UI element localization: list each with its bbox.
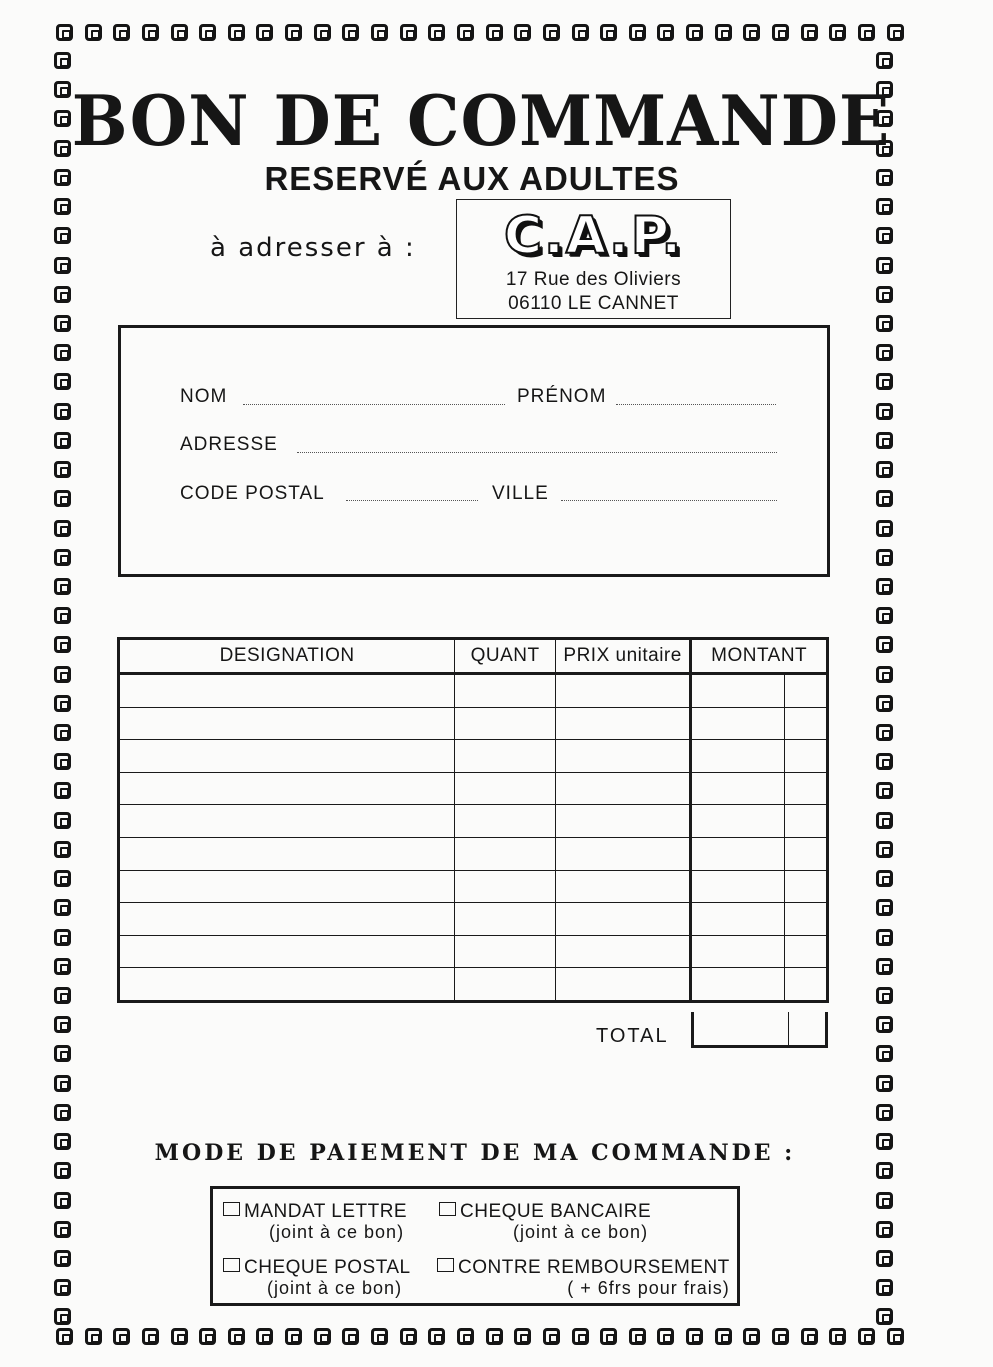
border-square-icon xyxy=(876,1250,893,1267)
unit-price-header: PRIX unitaire xyxy=(555,639,690,674)
designation-cell[interactable] xyxy=(119,837,455,870)
amount-cents-cell[interactable] xyxy=(785,968,828,1002)
border-square-icon xyxy=(371,24,388,41)
border-square-icon xyxy=(54,724,71,741)
border-square-icon xyxy=(876,315,893,332)
cheque-postal-note: (joint à ce bon) xyxy=(267,1278,403,1298)
border-square-icon xyxy=(876,1075,893,1092)
amount-cell[interactable] xyxy=(691,870,785,903)
order-row xyxy=(119,772,828,805)
border-square-icon xyxy=(428,1328,445,1345)
border-square-icon xyxy=(54,1192,71,1209)
form-title: BON DE COMMANDE xyxy=(71,80,891,162)
border-square-icon xyxy=(887,1328,904,1345)
border-square-icon xyxy=(54,636,71,653)
border-square-icon xyxy=(256,1328,273,1345)
border-square-icon xyxy=(743,1328,760,1345)
border-square-icon xyxy=(876,373,893,390)
total-label: TOTAL xyxy=(596,1025,669,1047)
border-square-icon xyxy=(54,227,71,244)
unit-price-cell[interactable] xyxy=(555,870,690,903)
border-square-icon xyxy=(54,198,71,215)
border-square-icon xyxy=(56,1328,73,1345)
unit-price-cell[interactable] xyxy=(555,935,690,968)
border-square-icon xyxy=(829,24,846,41)
border-square-icon xyxy=(876,753,893,770)
prenom-field[interactable] xyxy=(616,404,776,405)
address-prompt: à adresser à : xyxy=(210,233,416,263)
nom-label: NOM xyxy=(180,386,228,407)
border-square-icon xyxy=(285,1328,302,1345)
border-square-icon xyxy=(876,958,893,975)
quantity-cell[interactable] xyxy=(455,870,556,903)
border-square-icon xyxy=(514,24,531,41)
company-address-box xyxy=(456,199,731,319)
border-square-icon xyxy=(876,403,893,420)
border-square-icon xyxy=(54,403,71,420)
border-square-icon xyxy=(54,578,71,595)
border-square-icon xyxy=(54,812,71,829)
border-square-icon xyxy=(876,1104,893,1121)
border-square-icon xyxy=(54,1250,71,1267)
quantity-cell[interactable] xyxy=(455,805,556,838)
border-square-icon xyxy=(171,24,188,41)
quantity-cell[interactable] xyxy=(455,772,556,805)
border-square-icon xyxy=(54,1045,71,1062)
border-square-icon xyxy=(54,1279,71,1296)
contre-remboursement-note: ( + 6frs pour frais) xyxy=(567,1278,730,1298)
designation-cell[interactable] xyxy=(119,772,455,805)
order-row xyxy=(119,837,828,870)
mandat-label: MANDAT LETTRE xyxy=(244,1201,408,1222)
border-square-icon xyxy=(657,1328,674,1345)
border-square-icon xyxy=(543,1328,560,1345)
border-square-icon xyxy=(876,870,893,887)
designation-cell[interactable] xyxy=(119,707,455,740)
border-square-icon xyxy=(342,24,359,41)
code-postal-field[interactable] xyxy=(346,500,478,501)
border-square-icon xyxy=(801,1328,818,1345)
border-square-icon xyxy=(876,1221,893,1238)
company-logo: C.A.P. xyxy=(503,206,684,266)
unit-price-cell[interactable] xyxy=(555,674,690,708)
order-rows xyxy=(119,674,828,1002)
amount-cell[interactable] xyxy=(691,707,785,740)
designation-header: DESIGNATION xyxy=(119,639,455,674)
border-square-icon xyxy=(629,24,646,41)
border-square-icon xyxy=(400,24,417,41)
border-square-icon xyxy=(199,24,216,41)
border-square-icon xyxy=(54,1075,71,1092)
border-square-icon xyxy=(876,52,893,69)
order-row xyxy=(119,805,828,838)
cheque-bancaire-checkbox[interactable] xyxy=(439,1202,456,1216)
border-square-icon xyxy=(572,24,589,41)
border-square-icon xyxy=(54,1308,71,1325)
quantity-cell[interactable] xyxy=(455,740,556,773)
border-square-icon xyxy=(54,257,71,274)
code-postal-label: CODE POSTAL xyxy=(180,483,325,504)
amount-cents-cell[interactable] xyxy=(785,805,828,838)
client-info-box xyxy=(118,325,830,577)
border-square-icon xyxy=(876,841,893,858)
border-square-icon xyxy=(54,286,71,303)
order-row xyxy=(119,870,828,903)
border-square-icon xyxy=(54,373,71,390)
prenom-label: PRÉNOM xyxy=(517,386,607,407)
border-square-icon xyxy=(256,24,273,41)
border-square-icon xyxy=(876,1279,893,1296)
border-square-icon xyxy=(600,24,617,41)
border-square-icon xyxy=(54,929,71,946)
border-square-icon xyxy=(858,24,875,41)
payment-option-contre-remboursement[interactable] xyxy=(437,1257,730,1299)
payment-option-mandat[interactable] xyxy=(223,1201,407,1243)
amount-cell[interactable] xyxy=(691,772,785,805)
border-square-icon xyxy=(54,520,71,537)
border-square-icon xyxy=(772,1328,789,1345)
contre-remboursement-checkbox[interactable] xyxy=(437,1258,454,1272)
border-square-icon xyxy=(400,1328,417,1345)
amount-cell[interactable] xyxy=(691,837,785,870)
border-square-icon xyxy=(876,636,893,653)
border-square-icon xyxy=(54,461,71,478)
border-square-icon xyxy=(829,1328,846,1345)
border-square-icon xyxy=(314,1328,331,1345)
border-square-icon xyxy=(715,1328,732,1345)
border-square-icon xyxy=(600,1328,617,1345)
order-row xyxy=(119,935,828,968)
border-square-icon xyxy=(54,1104,71,1121)
border-square-icon xyxy=(54,1221,71,1238)
border-square-icon xyxy=(876,666,893,683)
border-square-icon xyxy=(876,578,893,595)
amount-cents-cell[interactable] xyxy=(785,707,828,740)
quantity-cell[interactable] xyxy=(455,935,556,968)
quantity-cell[interactable] xyxy=(455,903,556,936)
quantity-cell[interactable] xyxy=(455,674,556,708)
border-square-icon xyxy=(876,490,893,507)
border-square-icon xyxy=(285,24,302,41)
mandat-note: (joint à ce bon) xyxy=(269,1222,405,1242)
border-square-icon xyxy=(876,1016,893,1033)
border-square-icon xyxy=(876,782,893,799)
border-square-icon xyxy=(54,490,71,507)
border-square-icon xyxy=(876,227,893,244)
border-square-icon xyxy=(486,1328,503,1345)
border-square-icon xyxy=(876,1192,893,1209)
border-square-icon xyxy=(876,724,893,741)
border-square-icon xyxy=(572,1328,589,1345)
border-square-icon xyxy=(876,607,893,624)
border-square-icon xyxy=(715,24,732,41)
amount-cents-cell[interactable] xyxy=(785,903,828,936)
company-street: 17 Rue des Oliviers xyxy=(505,269,682,290)
border-square-icon xyxy=(887,24,904,41)
designation-cell[interactable] xyxy=(119,968,455,1002)
border-square-icon xyxy=(54,344,71,361)
border-square-icon xyxy=(199,1328,216,1345)
border-square-icon xyxy=(113,24,130,41)
form-subtitle: RESERVÉ AUX ADULTES xyxy=(264,160,680,197)
payment-option-cheque-bancaire[interactable] xyxy=(439,1201,651,1243)
border-square-icon xyxy=(142,24,159,41)
border-square-icon xyxy=(54,899,71,916)
border-square-icon xyxy=(428,24,445,41)
quantity-cell[interactable] xyxy=(455,837,556,870)
payment-options-box xyxy=(210,1186,740,1306)
border-square-icon xyxy=(54,753,71,770)
quantity-cell[interactable] xyxy=(455,707,556,740)
border-square-icon xyxy=(54,52,71,69)
border-square-icon xyxy=(228,24,245,41)
unit-price-cell[interactable] xyxy=(555,903,690,936)
amount-cents-cell[interactable] xyxy=(785,870,828,903)
border-square-icon xyxy=(876,987,893,1004)
border-square-icon xyxy=(142,1328,159,1345)
border-square-icon xyxy=(342,1328,359,1345)
order-row xyxy=(119,968,828,1002)
amount-header: MONTANT xyxy=(691,639,828,674)
border-square-icon xyxy=(54,870,71,887)
border-square-icon xyxy=(54,315,71,332)
border-square-icon xyxy=(54,607,71,624)
decorative-border-bottom xyxy=(56,1328,904,1354)
border-square-icon xyxy=(876,695,893,712)
border-square-icon xyxy=(54,782,71,799)
border-square-icon xyxy=(657,24,674,41)
amount-cents-cell[interactable] xyxy=(785,935,828,968)
border-square-icon xyxy=(876,344,893,361)
amount-cell[interactable] xyxy=(691,903,785,936)
order-row xyxy=(119,707,828,740)
border-square-icon xyxy=(56,24,73,41)
decorative-border-top xyxy=(56,24,904,50)
unit-price-cell[interactable] xyxy=(555,837,690,870)
amount-cell[interactable] xyxy=(691,740,785,773)
payment-option-cheque-postal[interactable] xyxy=(223,1257,411,1299)
decorative-border-left xyxy=(54,52,80,1326)
designation-cell[interactable] xyxy=(119,805,455,838)
border-square-icon xyxy=(85,24,102,41)
border-square-icon xyxy=(876,257,893,274)
unit-price-cell[interactable] xyxy=(555,805,690,838)
amount-cents-cell[interactable] xyxy=(785,674,828,708)
border-square-icon xyxy=(85,1328,102,1345)
cheque-bancaire-note: (joint à ce bon) xyxy=(513,1222,649,1242)
border-square-icon xyxy=(876,432,893,449)
border-square-icon xyxy=(772,24,789,41)
border-square-icon xyxy=(876,1045,893,1062)
ville-label: VILLE xyxy=(492,483,549,504)
amount-cell[interactable] xyxy=(691,935,785,968)
border-square-icon xyxy=(54,841,71,858)
decorative-border-right xyxy=(876,52,902,1326)
border-square-icon xyxy=(54,1016,71,1033)
border-square-icon xyxy=(743,24,760,41)
order-row xyxy=(119,740,828,773)
border-square-icon xyxy=(228,1328,245,1345)
adresse-label: ADRESSE xyxy=(180,434,278,455)
border-square-icon xyxy=(686,1328,703,1345)
border-square-icon xyxy=(171,1328,188,1345)
mandat-checkbox[interactable] xyxy=(223,1202,240,1216)
border-square-icon xyxy=(54,432,71,449)
border-square-icon xyxy=(54,666,71,683)
cheque-postal-checkbox[interactable] xyxy=(223,1258,240,1272)
order-row xyxy=(119,674,828,708)
designation-cell[interactable] xyxy=(119,903,455,936)
unit-price-cell[interactable] xyxy=(555,707,690,740)
border-square-icon xyxy=(54,958,71,975)
border-square-icon xyxy=(876,549,893,566)
border-square-icon xyxy=(54,549,71,566)
amount-cents-cell[interactable] xyxy=(785,740,828,773)
border-square-icon xyxy=(876,899,893,916)
nom-field[interactable] xyxy=(243,404,505,405)
border-square-icon xyxy=(543,24,560,41)
border-square-icon xyxy=(801,24,818,41)
border-square-icon xyxy=(686,24,703,41)
designation-cell[interactable] xyxy=(119,740,455,773)
order-table xyxy=(117,637,829,1003)
border-square-icon xyxy=(858,1328,875,1345)
border-square-icon xyxy=(876,461,893,478)
border-square-icon xyxy=(54,695,71,712)
designation-cell[interactable] xyxy=(119,674,455,708)
unit-price-cell[interactable] xyxy=(555,740,690,773)
ville-field[interactable] xyxy=(561,500,777,501)
cheque-bancaire-label: CHEQUE BANCAIRE xyxy=(460,1201,652,1222)
border-square-icon xyxy=(514,1328,531,1345)
border-square-icon xyxy=(876,1308,893,1325)
border-square-icon xyxy=(876,520,893,537)
border-square-icon xyxy=(876,198,893,215)
unit-price-cell[interactable] xyxy=(555,968,690,1002)
border-square-icon xyxy=(314,24,331,41)
quantity-cell[interactable] xyxy=(455,968,556,1002)
border-square-icon xyxy=(876,929,893,946)
designation-cell[interactable] xyxy=(119,870,455,903)
designation-cell[interactable] xyxy=(119,935,455,968)
amount-cell[interactable] xyxy=(691,805,785,838)
amount-cents-cell[interactable] xyxy=(785,837,828,870)
amount-cents-cell[interactable] xyxy=(785,772,828,805)
border-square-icon xyxy=(457,1328,474,1345)
border-square-icon xyxy=(371,1328,388,1345)
payment-title: MODE DE PAIEMENT DE MA COMMANDE : xyxy=(154,1140,796,1166)
border-square-icon xyxy=(629,1328,646,1345)
contre-remboursement-label: CONTRE REMBOURSEMENT xyxy=(458,1257,730,1278)
amount-cell[interactable] xyxy=(691,674,785,708)
amount-cell[interactable] xyxy=(691,968,785,1002)
cheque-postal-label: CHEQUE POSTAL xyxy=(244,1257,411,1278)
border-square-icon xyxy=(486,24,503,41)
border-square-icon xyxy=(113,1328,130,1345)
unit-price-cell[interactable] xyxy=(555,772,690,805)
quantity-header: QUANT xyxy=(455,639,556,674)
adresse-field[interactable] xyxy=(297,452,777,453)
border-square-icon xyxy=(876,286,893,303)
border-square-icon xyxy=(54,987,71,1004)
order-row xyxy=(119,903,828,936)
border-square-icon xyxy=(876,812,893,829)
company-city: 06110 LE CANNET xyxy=(508,293,679,314)
total-amount-cell[interactable] xyxy=(691,1012,828,1048)
border-square-icon xyxy=(457,24,474,41)
